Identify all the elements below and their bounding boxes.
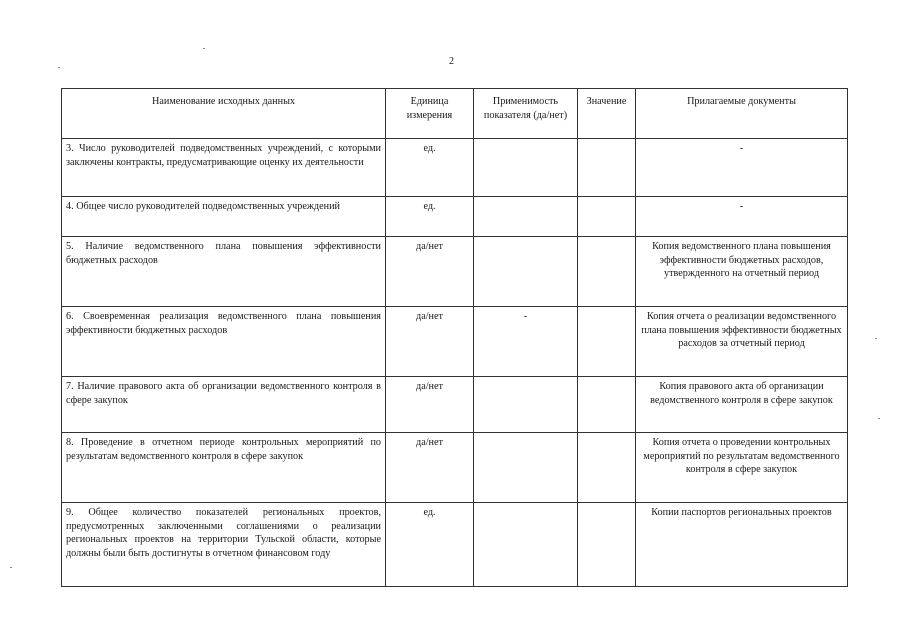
row-unit: ед. bbox=[386, 503, 474, 587]
scan-speck bbox=[878, 418, 880, 419]
row-name: 8. Проведение в отчетном периоде контрольных мероприятий по результатам ведомственного контроля в сфере закупок bbox=[62, 433, 386, 503]
scan-speck bbox=[875, 338, 877, 339]
row-applicability bbox=[474, 503, 578, 587]
row-applicability bbox=[474, 237, 578, 307]
row-documents: Копия ведомственного плана повышения эффективности бюджетных расходов, утвержденного на отчетный период bbox=[636, 237, 848, 307]
row-applicability bbox=[474, 377, 578, 433]
row-unit: ед. bbox=[386, 139, 474, 197]
row-applicability: - bbox=[474, 307, 578, 377]
row-value bbox=[578, 433, 636, 503]
header-applicability: Применимость показателя (да/нет) bbox=[474, 89, 578, 139]
table-header-row bbox=[62, 89, 848, 139]
scan-speck bbox=[203, 48, 205, 49]
row-name: 5. Наличие ведомственного плана повышения эффективности бюджетных расходов bbox=[62, 237, 386, 307]
table-row bbox=[62, 503, 848, 587]
row-documents: Копия отчета о проведении контрольных мероприятий по результатам ведомственного контроля в сфере закупок bbox=[636, 433, 848, 503]
table-row bbox=[62, 139, 848, 197]
table-row bbox=[62, 433, 848, 503]
row-unit: да/нет bbox=[386, 377, 474, 433]
row-documents: - bbox=[636, 197, 848, 237]
table-row bbox=[62, 307, 848, 377]
row-documents: - bbox=[636, 139, 848, 197]
row-value bbox=[578, 307, 636, 377]
header-documents: Прилагаемые документы bbox=[636, 89, 848, 139]
row-applicability bbox=[474, 197, 578, 237]
row-value bbox=[578, 197, 636, 237]
row-applicability bbox=[474, 433, 578, 503]
row-value bbox=[578, 237, 636, 307]
row-name: 4. Общее число руководителей подведомственных учреждений bbox=[62, 197, 386, 237]
table-row bbox=[62, 197, 848, 237]
header-value: Значение bbox=[578, 89, 636, 139]
row-name: 6. Своевременная реализация ведомственного плана повышения эффективности бюджетных расходов bbox=[62, 307, 386, 377]
row-applicability bbox=[474, 139, 578, 197]
table-row bbox=[62, 237, 848, 307]
header-unit: Единица измерения bbox=[386, 89, 474, 139]
row-value bbox=[578, 503, 636, 587]
row-value bbox=[578, 377, 636, 433]
row-name: 3. Число руководителей подведомственных учреждений, с которыми заключены контракты, предусматривающие оценку их деятельности bbox=[62, 139, 386, 197]
row-unit: ед. bbox=[386, 197, 474, 237]
scan-speck bbox=[10, 567, 12, 568]
row-name: 9. Общее количество показателей региональных проектов, предусмотренных заключенными соглашениями о реализации региональных проектов на территории Тульской области, которые должны были быть достигнуты в отчетном финансовом году bbox=[62, 503, 386, 587]
header-name: Наименование исходных данных bbox=[62, 89, 386, 139]
row-name: 7. Наличие правового акта об организации ведомственного контроля в сфере закупок bbox=[62, 377, 386, 433]
row-documents: Копии паспортов региональных проектов bbox=[636, 503, 848, 587]
scan-speck bbox=[58, 67, 60, 68]
row-value bbox=[578, 139, 636, 197]
row-documents: Копия отчета о реализации ведомственного плана повышения эффективности бюджетных расходов за отчетный период bbox=[636, 307, 848, 377]
table-row bbox=[62, 377, 848, 433]
source-data-table bbox=[61, 88, 848, 587]
row-documents: Копия правового акта об организации ведомственного контроля в сфере закупок bbox=[636, 377, 848, 433]
page-number: 2 bbox=[449, 56, 454, 67]
row-unit: да/нет bbox=[386, 433, 474, 503]
row-unit: да/нет bbox=[386, 307, 474, 377]
row-unit: да/нет bbox=[386, 237, 474, 307]
